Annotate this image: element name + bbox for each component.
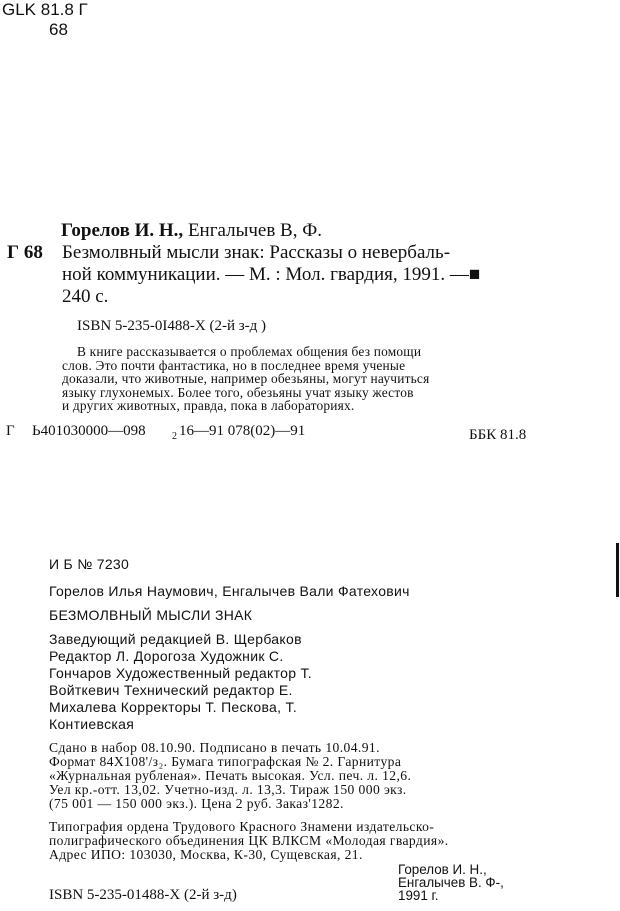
classification-subscript: 2: [172, 431, 177, 442]
copyright-line: Енгалычев В. Ф-,: [398, 875, 504, 890]
classification-code: GLK 81.8 Г: [2, 0, 88, 19]
book-title-line-1: Безмолвный мысли знак: Рассказы о невербаль-: [62, 242, 451, 263]
staff-line: Контиевская: [49, 716, 135, 732]
footer-isbn: ISBN 5-235-01488-X (2-й з-д): [49, 887, 237, 903]
author-mark-top: 68: [49, 20, 68, 39]
staff-line: Войткевич Технический редактор Е.: [49, 682, 293, 698]
ib-number: И Б № 7230: [49, 556, 130, 572]
classification-code-1: Ь401030000—098: [32, 423, 146, 439]
printer-line: Адрес ИПО: 103030, Москва, К-30, Сущевская, 21.: [49, 847, 363, 862]
printer-line: полиграфического объединения ЦК ВЛКСМ «Молодая гвардия».: [49, 833, 449, 848]
copyright-line: Горелов И. Н.,: [398, 862, 487, 877]
author-line: [61, 220, 322, 242]
card-author-mark: Г 68: [7, 242, 43, 263]
bbk-code: ББК 81.8: [469, 427, 527, 443]
annotation-line: и других животных, правда, пока в лабораториях.: [62, 398, 355, 413]
print-detail-line: Формат 84Х108'/з₂. Бумага типографская № 2. Гарнитура: [49, 754, 402, 769]
scan-edge-mark: [616, 543, 619, 597]
staff-line: Заведующий редакцией В. Щербаков: [49, 631, 302, 647]
staff-line: Редактор Л. Дорогоза Художник С.: [49, 648, 284, 664]
annotation-line: языку глухонемых. Более того, обезьяны учат языку жестов: [62, 384, 414, 400]
page-count: 240 с.: [62, 286, 109, 307]
annotation-line: доказали, что животные, например обезьяны, могут научиться: [62, 371, 430, 386]
book-title-line-2: ной коммуникации. — М. : Мол. гвардия, 1991. —■: [62, 264, 481, 285]
staff-line: Гончаров Художественный редактор Т.: [49, 665, 312, 681]
print-detail-line: Сдано в набор 08.10.90. Подписано в печать 10.04.91.: [49, 740, 380, 755]
print-detail-line: «Журнальная рубленая». Печать высокая. Усл. печ. л. 12,6.: [49, 768, 412, 783]
author-mark-row: [7, 242, 43, 264]
classification-letter: Г: [6, 423, 15, 439]
copyright-line: 1991 г.: [398, 888, 439, 903]
print-detail-line: Уел кр.-отт. 13,02. Учетно-изд. л. 13,3. Тираж 150 000 экз.: [49, 782, 407, 797]
classification-code-2: 16—91 078(02)—91: [179, 423, 306, 439]
title-caps: БЕЗМОЛВНЫЙ МЫСЛИ ЗНАК: [49, 607, 253, 623]
card-isbn: ISBN 5-235-0I488-X (2-й з-д ): [77, 318, 267, 334]
authors-full: Горелов Илья Наумович, Енгалычев Вали Фатехович: [49, 583, 410, 599]
staff-line: Михалева Корректоры Т. Пескова, Т.: [49, 699, 298, 715]
annotation-line: В книге рассказывается о проблемах общения без помощи: [77, 344, 422, 359]
print-detail-line: (75 001 — 150 000 экз.). Цена 2 руб. Заказ'1282.: [49, 796, 344, 811]
printer-line: Типография ордена Трудового Красного Знамени издательско-: [49, 819, 435, 834]
annotation-line: слов. Это почти фантастика, но в последнее время ученые: [62, 357, 406, 373]
coauthor: Енгалычев В, Ф.: [187, 220, 322, 241]
author-main: Горелов И. Н.,: [61, 220, 184, 241]
